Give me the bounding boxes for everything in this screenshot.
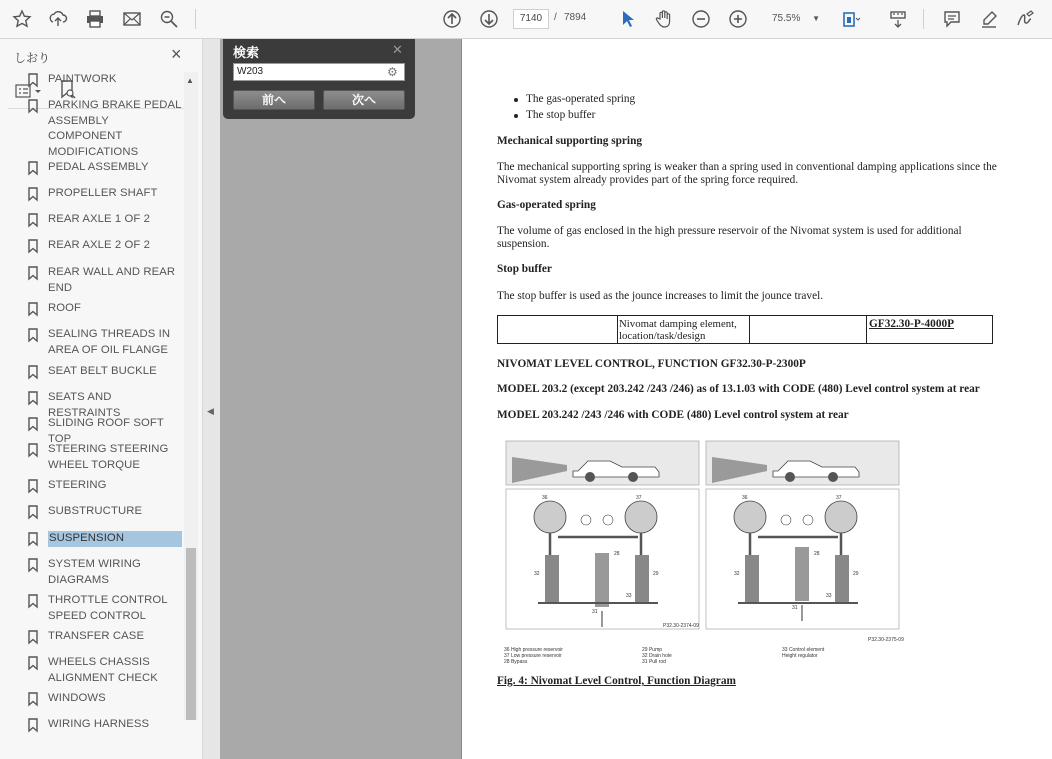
- bookmark-icon: [28, 630, 38, 644]
- bullet-item: The stop buffer: [526, 109, 596, 121]
- figure-caption: Fig. 4: Nivomat Level Control, Function Diagram: [497, 675, 736, 687]
- bullet-item: The gas-operated spring: [526, 93, 636, 105]
- bookmark-label: PEDAL ASSEMBLY: [48, 161, 149, 173]
- section-heading: NIVOMAT LEVEL CONTROL, FUNCTION GF32.30-P-2300P: [497, 358, 806, 370]
- bookmark-item[interactable]: [28, 238, 184, 254]
- page-number-input[interactable]: 7140: [513, 9, 549, 29]
- bookmark-icon: [28, 558, 38, 572]
- document-page: [461, 39, 1052, 759]
- svg-text:29 Pump: 29 Pump: [642, 647, 663, 653]
- bookmark-label: WIRING HARNESS: [48, 718, 150, 730]
- bookmark-icon: [28, 213, 38, 227]
- bookmark-item[interactable]: [28, 364, 184, 380]
- bookmark-scrollbar-thumb[interactable]: [186, 548, 196, 720]
- bookmark-label: SYSTEM WIRING DIAGRAMS: [48, 558, 141, 586]
- section-heading: MODEL 203.2 (except 203.242 /243 /246) as of 13.1.03 with CODE (480) Level control system at rear: [497, 383, 980, 395]
- table-cell: Nivomat damping element, location/task/design: [619, 318, 737, 342]
- find-previous-button[interactable]: 前へ: [233, 90, 315, 110]
- bookmark-item[interactable]: [28, 691, 184, 707]
- svg-text:31 Pull rod: 31 Pull rod: [642, 659, 666, 665]
- bookmark-icon: [28, 505, 38, 519]
- find-title: 検索: [233, 45, 260, 60]
- svg-text:33 Control element: 33 Control element: [782, 647, 825, 653]
- fit-page-icon[interactable]: [838, 7, 864, 31]
- bookmark-label: THROTTLE CONTROL SPEED CONTROL: [48, 594, 168, 622]
- bookmark-icon: [28, 417, 38, 431]
- paragraph: The stop buffer is used as the jounce increases to limit the jounce travel.: [497, 290, 824, 302]
- bookmark-icon: [28, 302, 38, 316]
- bookmark-item[interactable]: [28, 72, 184, 88]
- bookmark-label: WHEELS CHASSIS ALIGNMENT CHECK: [48, 656, 158, 684]
- bookmark-icon: [28, 692, 38, 706]
- nivomat-diagram: [498, 437, 908, 669]
- bookmark-icon: [28, 328, 38, 342]
- document-link[interactable]: GF32.30-P-4000P: [869, 318, 955, 330]
- bookmark-item[interactable]: [28, 265, 184, 296]
- panel-splitter[interactable]: [203, 39, 220, 759]
- svg-text:32 Drain hole: 32 Drain hole: [642, 653, 672, 659]
- svg-text:33: 33: [826, 593, 832, 599]
- bookmark-icon: [28, 532, 38, 546]
- svg-text:36: 36: [542, 495, 548, 501]
- select-arrow-icon[interactable]: [614, 7, 640, 31]
- bookmark-icon: [28, 656, 38, 670]
- bookmark-item[interactable]: [28, 504, 184, 520]
- bookmark-label: REAR AXLE 2 OF 2: [48, 239, 151, 251]
- svg-text:36 High pressure reservoir: 36 High pressure reservoir: [504, 647, 563, 653]
- section-heading: MODEL 203.242 /243 /246 with CODE (480) Level control system at rear: [497, 409, 849, 421]
- bookmark-label: SEATS AND RESTRAINTS: [48, 391, 121, 419]
- bookmark-icon: [28, 365, 38, 379]
- bookmark-item[interactable]: [28, 478, 184, 494]
- page-down-icon[interactable]: [476, 7, 502, 31]
- svg-text:37: 37: [836, 495, 842, 501]
- bookmark-icon: [28, 161, 38, 175]
- close-icon[interactable]: ✕: [392, 42, 403, 57]
- page-total: 7894: [564, 12, 587, 23]
- bookmark-label: SLIDING ROOF SOFT TOP: [48, 417, 164, 445]
- svg-text:31: 31: [592, 609, 598, 615]
- bookmark-icon: [28, 443, 38, 457]
- bookmark-label: ROOF: [48, 302, 82, 314]
- close-icon[interactable]: ×: [171, 44, 182, 64]
- bookmark-label: SEAT BELT BUCKLE: [48, 365, 157, 377]
- find-popup: [223, 39, 415, 119]
- svg-text:28: 28: [614, 551, 620, 557]
- svg-text:P32.30-2374-09: P32.30-2374-09: [663, 623, 699, 629]
- find-input[interactable]: W203: [233, 63, 405, 81]
- bookmark-icon: [28, 266, 38, 280]
- toolbar: [0, 0, 1052, 39]
- bookmark-item[interactable]: [28, 442, 184, 473]
- svg-text:36: 36: [742, 495, 748, 501]
- bookmark-icon: [28, 187, 38, 201]
- bookmark-icon: [28, 479, 38, 493]
- bookmark-label: TRANSFER CASE: [48, 630, 145, 642]
- svg-text:P32.30-2375-09: P32.30-2375-09: [868, 637, 904, 643]
- section-heading: Gas-operated spring: [497, 199, 596, 211]
- bookmark-label: STEERING: [48, 479, 107, 491]
- mail-icon[interactable]: [119, 7, 145, 31]
- bookmark-icon: [28, 391, 38, 405]
- section-heading: Stop buffer: [497, 263, 552, 275]
- bookmark-icon: [28, 594, 38, 608]
- svg-text:33: 33: [626, 593, 632, 599]
- bookmarks-title: しおり: [14, 51, 51, 65]
- bookmark-item[interactable]: [28, 557, 184, 588]
- scroll-up-icon[interactable]: ▲: [186, 76, 194, 85]
- svg-text:28 Bypass: 28 Bypass: [504, 659, 528, 665]
- bookmark-icon: [28, 239, 38, 253]
- star-icon[interactable]: [9, 7, 35, 31]
- chevron-down-icon: ▼: [812, 14, 820, 23]
- bookmark-label: REAR AXLE 1 OF 2: [48, 213, 151, 225]
- bookmark-item[interactable]: [28, 327, 184, 358]
- bookmark-item[interactable]: [28, 301, 184, 317]
- scroll-mode-icon[interactable]: [885, 7, 911, 31]
- bullet-dot: [514, 98, 518, 102]
- bookmark-label: PARKING BRAKE PEDAL ASSEMBLY COMPONENT MODIFICATIONS: [48, 99, 182, 158]
- page-separator: /: [554, 12, 557, 23]
- diagram-legend: [504, 647, 825, 665]
- zoom-in-icon[interactable]: [725, 7, 751, 31]
- bookmark-label: PAINTWORK: [48, 73, 117, 85]
- zoom-value: 75.5%: [772, 13, 801, 24]
- bookmark-label: SUSPENSION: [48, 531, 182, 547]
- reference-table: [497, 315, 993, 344]
- paragraph: The mechanical supporting spring is weaker than a spring used in conventional damping applications since the Nivomat system already provides part of the spring force required.: [497, 161, 997, 186]
- collapse-panel-icon[interactable]: ◀: [207, 406, 214, 416]
- bullet-dot: [514, 114, 518, 118]
- bookmark-item[interactable]: [28, 629, 184, 645]
- zoom-select[interactable]: [764, 9, 824, 29]
- svg-text:29: 29: [653, 571, 659, 577]
- hand-icon[interactable]: [651, 7, 677, 31]
- bookmark-label: STEERING STEERING WHEEL TORQUE: [48, 443, 169, 471]
- diagram-panel-right: [706, 441, 904, 643]
- bookmark-item[interactable]: [28, 212, 184, 228]
- svg-text:29: 29: [853, 571, 859, 577]
- bookmark-item[interactable]: [28, 186, 184, 202]
- upload-icon[interactable]: [45, 7, 71, 31]
- bookmark-list: [0, 72, 184, 730]
- svg-text:32: 32: [734, 571, 740, 577]
- svg-text:32: 32: [534, 571, 540, 577]
- svg-text:31: 31: [792, 605, 798, 611]
- svg-text:37 Low pressure reservoir: 37 Low pressure reservoir: [504, 653, 562, 659]
- section-heading: Mechanical supporting spring: [497, 135, 642, 147]
- bookmark-item[interactable]: [28, 717, 184, 733]
- bookmark-item[interactable]: [28, 593, 184, 624]
- page-up-icon[interactable]: [439, 7, 465, 31]
- bookmark-label: WINDOWS: [48, 692, 106, 704]
- bookmark-icon: [28, 718, 38, 732]
- bookmark-icon: [28, 99, 38, 113]
- paragraph: The volume of gas enclosed in the high pressure reservoir of the Nivomat system is used for additional suspension.: [497, 225, 962, 250]
- bookmark-label: PROPELLER SHAFT: [48, 187, 158, 199]
- comment-icon[interactable]: [939, 7, 965, 31]
- find-next-button[interactable]: 次へ: [323, 90, 405, 110]
- search-zoom-icon[interactable]: [156, 7, 182, 31]
- svg-text:28: 28: [814, 551, 820, 557]
- svg-text:37: 37: [636, 495, 642, 501]
- bookmark-label: REAR WALL AND REAR END: [48, 266, 176, 294]
- bookmark-item[interactable]: [28, 655, 184, 686]
- bookmark-item[interactable]: [28, 98, 184, 160]
- bookmark-item[interactable]: [28, 160, 184, 176]
- bookmark-label: SUBSTRUCTURE: [48, 505, 143, 517]
- sign-icon[interactable]: [1012, 7, 1038, 31]
- svg-text:Height regulator: Height regulator: [782, 653, 818, 659]
- bookmark-item[interactable]: [28, 531, 184, 547]
- print-icon[interactable]: [82, 7, 108, 31]
- bookmark-icon: [28, 73, 38, 87]
- zoom-out-icon[interactable]: [688, 7, 714, 31]
- bookmark-label: SEALING THREADS IN AREA OF OIL FLANGE: [48, 328, 171, 356]
- diagram-panel-left: [506, 441, 699, 629]
- highlight-icon[interactable]: [976, 7, 1002, 31]
- gear-icon[interactable]: ⚙: [387, 65, 398, 79]
